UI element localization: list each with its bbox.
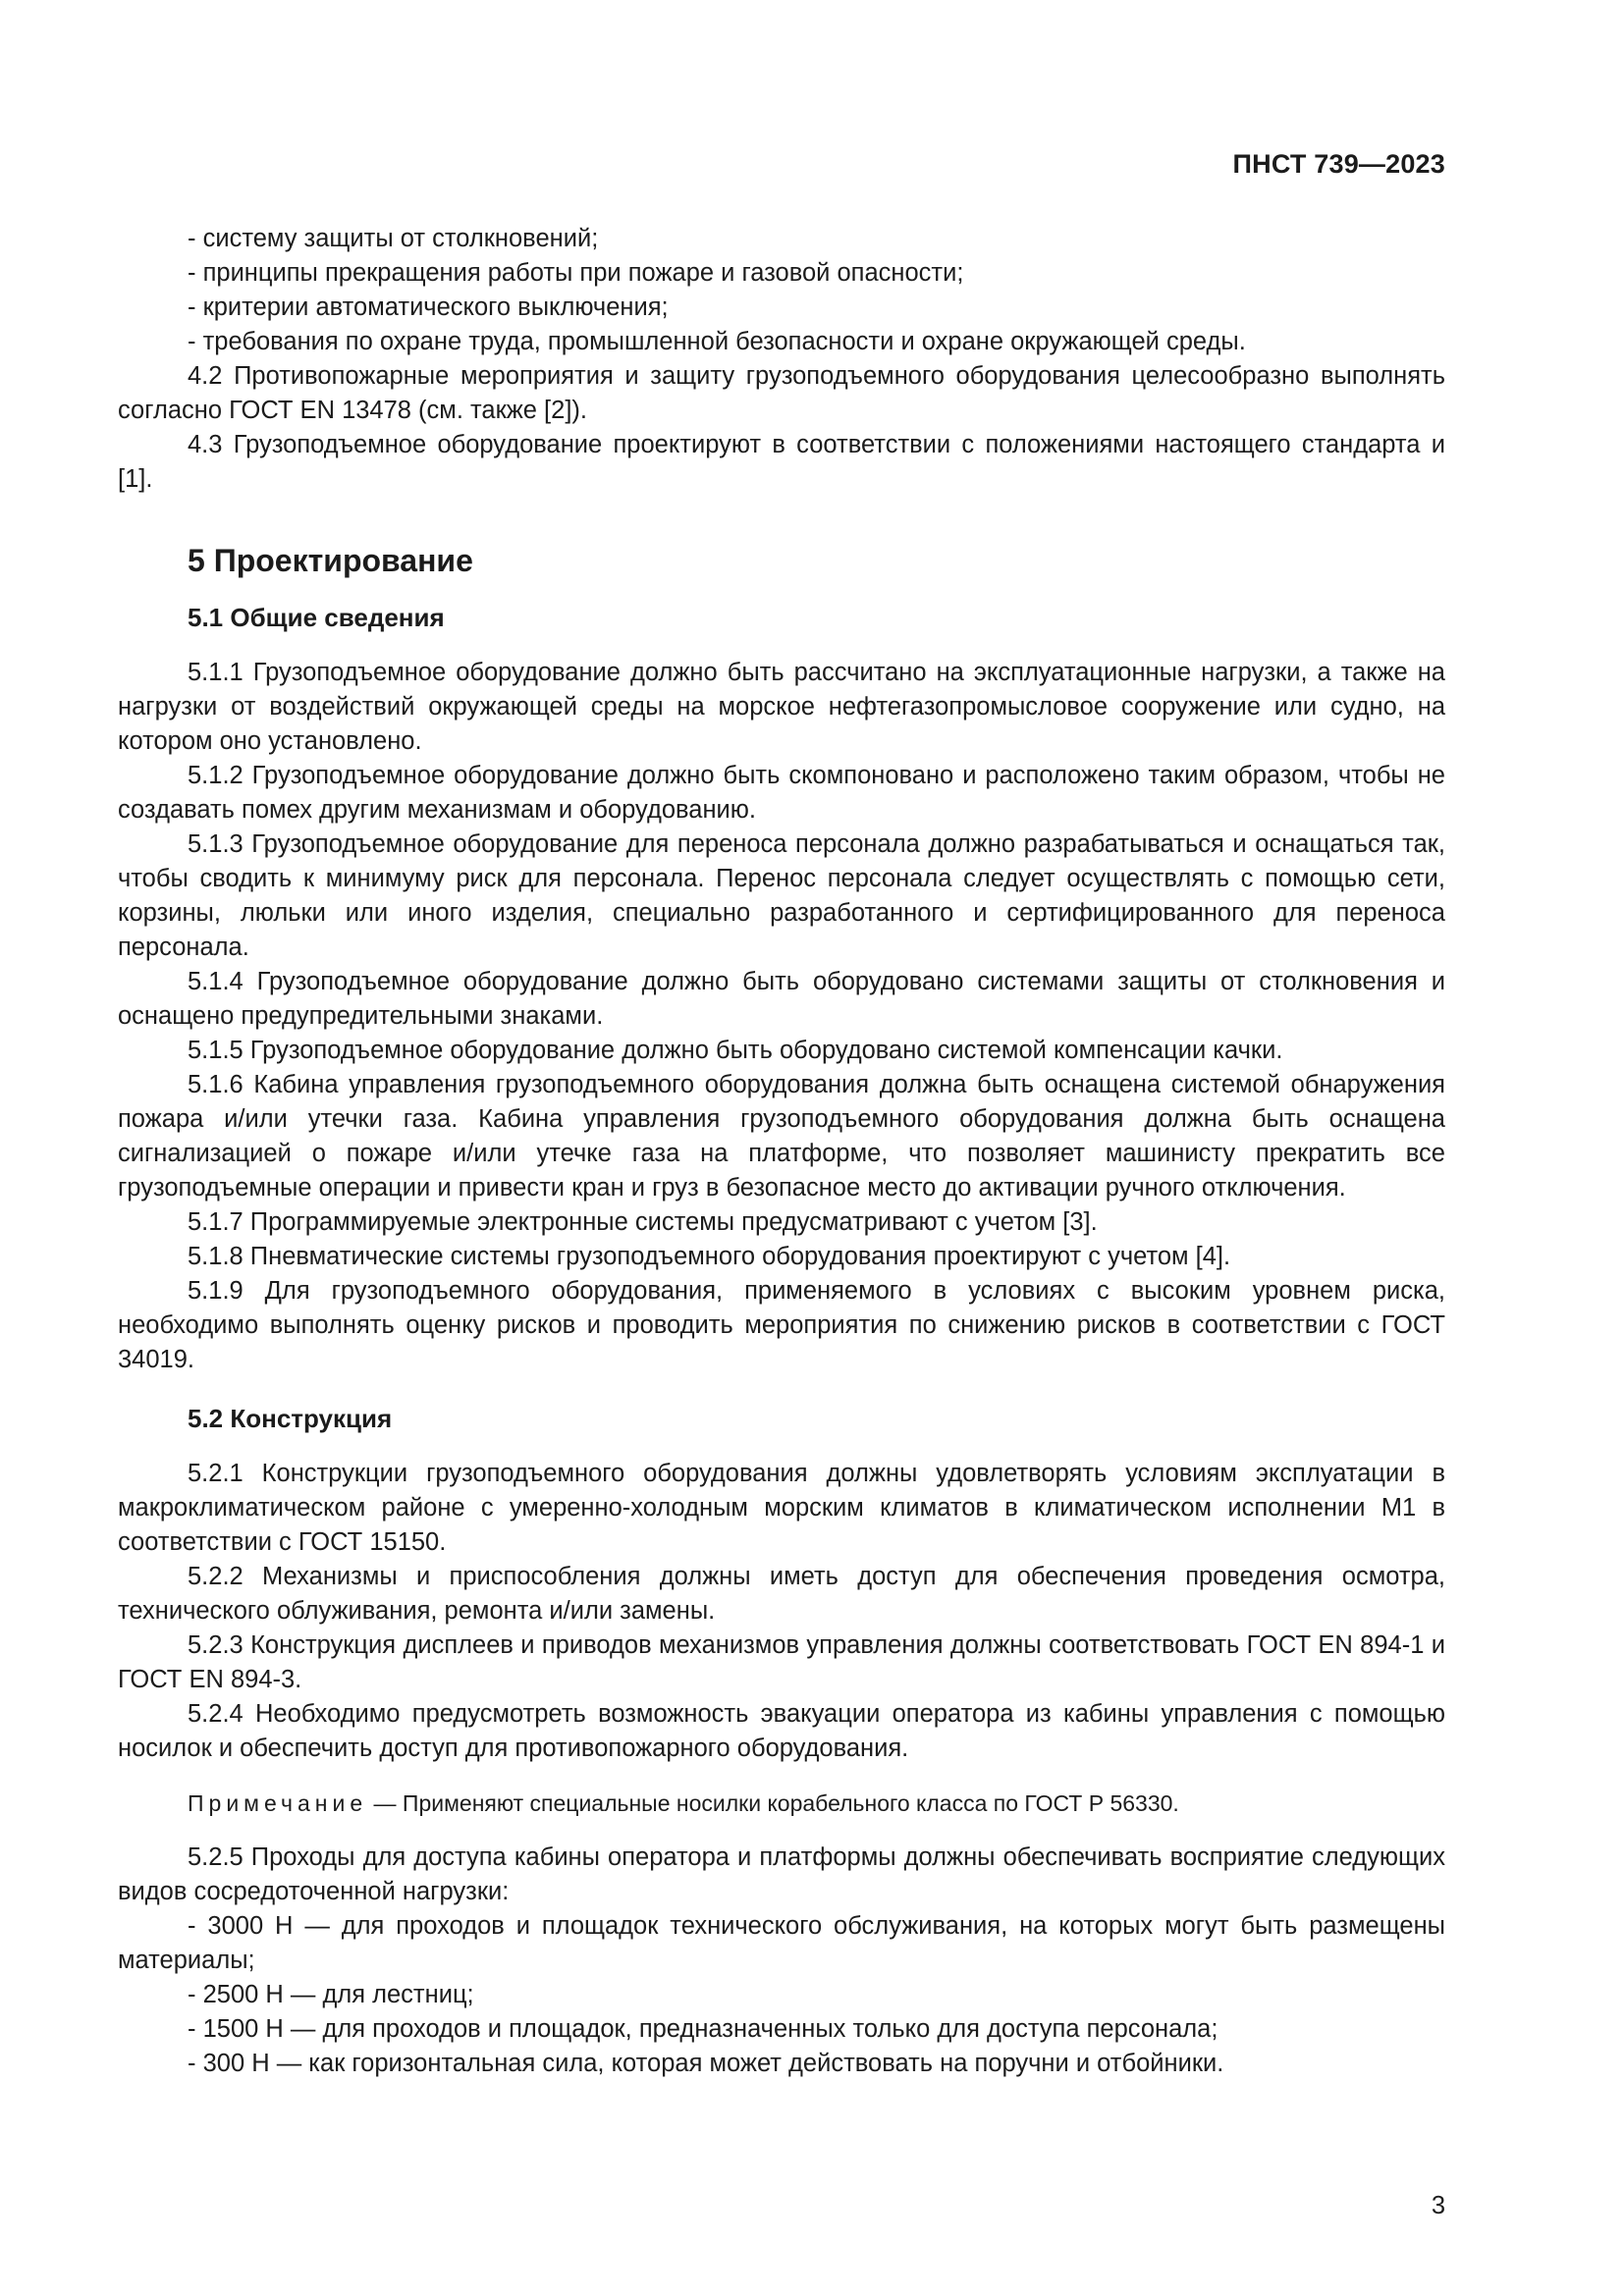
clause-5-2-5: 5.2.5 Проходы для доступа кабины оператора и платформы должны обеспечивать восприятие следующих видов сосредоточенной нагрузки: [118,1843,1445,1905]
clause-5-1-3: 5.1.3 Грузоподъемное оборудование для переноса персонала должно разрабатываться и оснащаться так, чтобы сводить к минимуму риск для персонала. Перенос персонала следует осуществлять с помощью сети, корзины, люльки или иного изделия, специально разработанного и сертифицированного для переноса персонала. [118,830,1445,961]
clause-5-1-7: 5.1.7 Программируемые электронные системы предусматривают с учетом [3]. [188,1208,1098,1236]
subsection-5-2-body [118,1457,1445,2081]
note-label: Примечание [188,1790,368,1816]
page-content [118,222,1445,2081]
clause-5-1-2: 5.1.2 Грузоподъемное оборудование должно быть скомпоновано и расположено таким образом, чтобы не создавать помех другим механизмам и оборудованию. [118,762,1445,824]
intro-list-item: - требования по охране труда, промышленной безопасности и охране окружающей среды. [188,328,1246,355]
clause-5-1-9: 5.1.9 Для грузоподъемного оборудования, применяемого в условиях с высоким уровнем риска, необходимо выполнять оценку рисков и проводить мероприятия по снижению рисков в соответствии с ГОСТ 34019. [118,1277,1445,1373]
clause-4-3: 4.3 Грузоподъемное оборудование проектируют в соответствии с положениями настоящего стандарта и [1]. [118,431,1445,493]
intro-list-item: - критерии автоматического выключения; [188,294,669,321]
note-text: — Применяют специальные носилки корабельного класса по ГОСТ Р 56330. [367,1790,1179,1816]
subsection-5-2-heading: 5.2 Конструкция [188,1404,393,1433]
load-list-item: - 300 Н — как горизонтальная сила, которая может действовать на поручни и отбойники. [188,2050,1224,2077]
intro-list-item: - систему защиты от столкновений; [188,225,599,252]
load-list-item: - 1500 Н — для проходов и площадок, предназначенных только для доступа персонала; [188,2015,1218,2043]
clause-5-2-3: 5.2.3 Конструкция дисплеев и приводов механизмов управления должны соответствовать ГОСТ EN 894-1 и ГОСТ EN 894-3. [118,1631,1445,1693]
page-number: 3 [1431,2192,1445,2219]
subsection-5-1-body [118,656,1445,1377]
clause-5-1-4: 5.1.4 Грузоподъемное оборудование должно быть оборудовано системами защиты от столкновения и оснащено предупредительными знаками. [118,968,1445,1030]
clause-4-2: 4.2 Противопожарные мероприятия и защиту грузоподъемного оборудования целесообразно выполнять согласно ГОСТ EN 13478 (см. также [2]). [118,362,1445,424]
clause-5-1-8: 5.1.8 Пневматические системы грузоподъемного оборудования проектируют с учетом [4]. [188,1243,1231,1270]
load-list-item: - 3000 Н — для проходов и площадок технического обслуживания, на которых могут быть размещены материалы; [118,1912,1445,1974]
load-list-item: - 2500 Н — для лестниц; [188,1981,474,2008]
clause-5-1-6: 5.1.6 Кабина управления грузоподъемного оборудования должна быть оснащена системой обнаружения пожара и/или утечки газа. Кабина управления грузоподъемного оборудования должна быть оснащена сигнализацией о пожаре и/или утечке газа на платформе, что позволяет машинисту прекратить все грузоподъемные операции и привести кран и груз в безопасное место до активации ручного отключения. [118,1071,1445,1201]
clause-5-1-5: 5.1.5 Грузоподъемное оборудование должно быть оборудовано системой компенсации качки. [188,1037,1283,1064]
document-code: ПНСТ 739—2023 [1232,149,1445,179]
intro-list-item: - принципы прекращения работы при пожаре и газовой опасности; [188,259,964,287]
note [118,1788,1445,1819]
clause-5-2-4: 5.2.4 Необходимо предусмотреть возможность эвакуации оператора из кабины управления с помощью носилок и обеспечить доступ для противопожарного оборудования. [118,1700,1445,1762]
section-5-heading: 5 Проектирование [188,543,473,578]
clause-5-2-1: 5.2.1 Конструкции грузоподъемного оборудования должны удовлетворять условиям эксплуатации в макроклиматическом районе с умеренно-холодным морским климатов в климатическом исполнении М1 в соответствии с ГОСТ 15150. [118,1460,1445,1556]
clause-5-2-2: 5.2.2 Механизмы и приспособления должны иметь доступ для обеспечения проведения осмотра, технического облуживания, ремонта и/или замены. [118,1563,1445,1625]
subsection-5-1-heading: 5.1 Общие сведения [188,603,445,632]
clause-5-1-1: 5.1.1 Грузоподъемное оборудование должно быть рассчитано на эксплуатационные нагрузки, а также на нагрузки от воздействий окружающей среды на морское нефтегазопромысловое сооружение или судно, на котором оно установлено. [118,659,1445,755]
